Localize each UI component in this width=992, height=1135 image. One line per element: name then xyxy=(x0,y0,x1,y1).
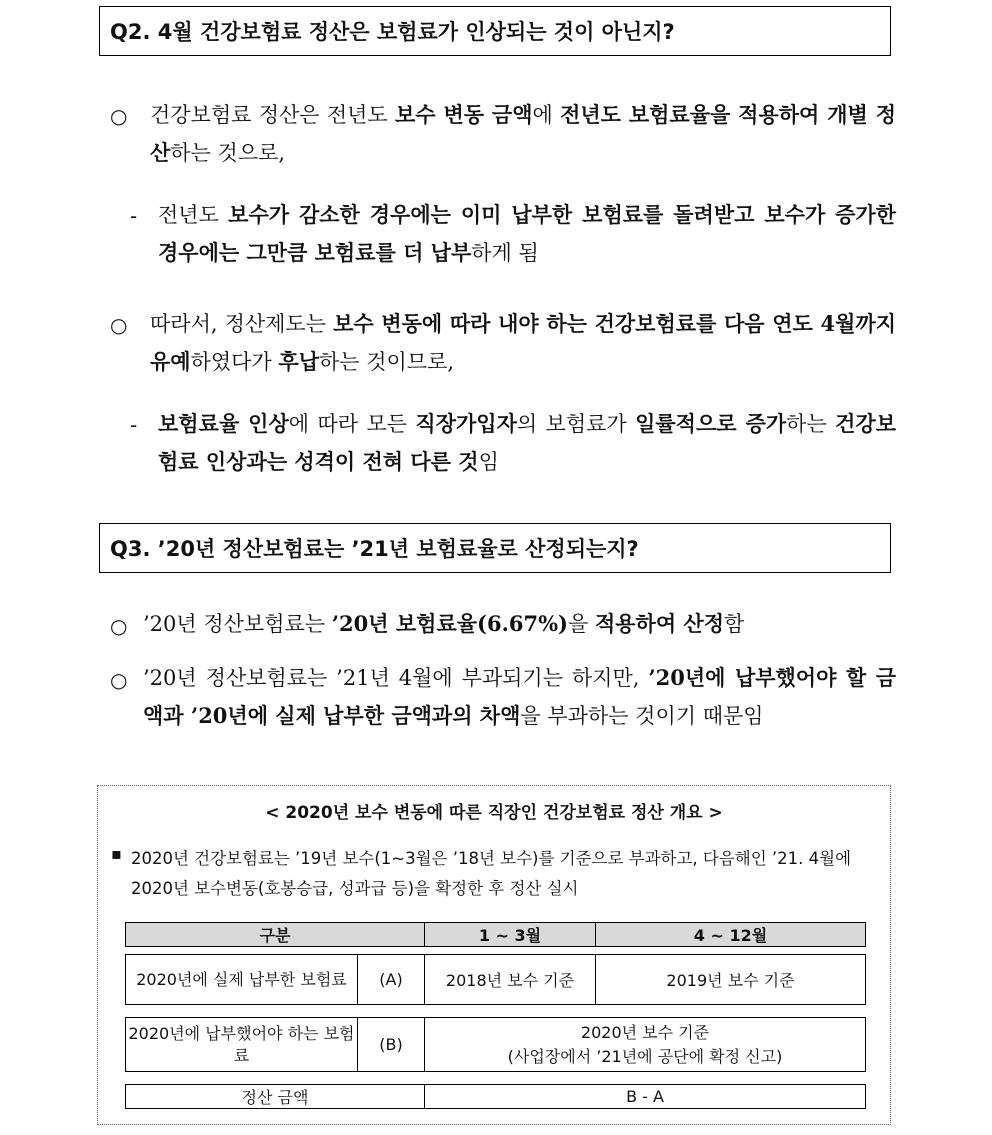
dash-bullet-icon: - xyxy=(130,204,138,228)
header-category: 구분 xyxy=(126,923,425,947)
q3-title: Q3. ’20년 정산보험료는 ’21년 보험료율로 산정되는지? xyxy=(110,537,639,561)
summary-table-header xyxy=(125,922,866,947)
summary-table-row-b xyxy=(125,1017,866,1072)
summary-table-row-a xyxy=(125,954,866,1005)
circle-bullet-icon: ○ xyxy=(110,668,128,692)
row-b-code: (B) xyxy=(358,1018,425,1072)
summary-box xyxy=(97,785,891,1125)
header-apr-dec: 4 ~ 12월 xyxy=(596,923,866,947)
square-bullet-icon: ▪ xyxy=(111,844,122,863)
row-b-label: 2020년에 납부했어야 하는 보험료 xyxy=(126,1018,358,1072)
q2-paragraph-1: 건강보험료 정산은 전년도 보수 변동 금액에 전년도 보험료율을 적용하여 개별 정산하는 것으로, xyxy=(150,102,896,165)
circle-bullet-icon: ○ xyxy=(110,104,128,128)
q3-paragraph-1: ’20년 정산보험료는 ’20년 보험료율(6.67%)을 적용하여 산정함 xyxy=(143,611,745,636)
row-b-value-line2: (사업장에서 ’21년에 공단에 확정 신고) xyxy=(507,1046,783,1066)
header-jan-mar: 1 ~ 3월 xyxy=(425,923,596,947)
row-a-apr-dec: 2019년 보수 기준 xyxy=(596,955,866,1005)
row-c-value: B - A xyxy=(425,1085,866,1109)
circle-bullet-icon: ○ xyxy=(110,313,128,337)
dash-bullet-icon: - xyxy=(130,413,138,437)
row-b-value xyxy=(425,1018,866,1072)
q3-title-box xyxy=(99,523,891,573)
q2-title-box xyxy=(99,6,891,56)
summary-table-row-c xyxy=(125,1084,866,1109)
q2-paragraph-2: 따라서, 정산제도는 보수 변동에 따라 내야 하는 건강보험료를 다음 연도 4월까지 유예하였다가 후납하는 것이므로, xyxy=(150,311,896,374)
q2-paragraph-2-sub: 보험료율 인상에 따라 모든 직장가입자의 보험료가 일률적으로 증가하는 건강보험료 인상과는 성격이 전혀 다른 것임 xyxy=(158,411,896,474)
q3-paragraph-2: ’20년 정산보험료는 ’21년 4월에 부과되기는 하지만, ’20년에 납부했어야 할 금액과 ’20년에 실제 납부한 금액과의 차액을 부과하는 것이기 때문임 xyxy=(143,665,896,728)
summary-title: < 2020년 보수 변동에 따른 직장인 건강보험료 정산 개요 > xyxy=(265,803,723,823)
row-b-value-line1: 2020년 보수 기준 xyxy=(580,1022,710,1042)
q2-title: Q2. 4월 건강보험료 정산은 보험료가 인상되는 것이 아닌지? xyxy=(110,20,675,44)
q2-paragraph-1-sub: 전년도 보수가 감소한 경우에는 이미 납부한 보험료를 돌려받고 보수가 증가한 경우에는 그만큼 보험료를 더 납부하게 됨 xyxy=(158,202,896,265)
summary-text: 2020년 건강보험료는 ’19년 보수(1~3월은 ’18년 보수)를 기준으로 부과하고, 다음해인 ’21. 4월에 2020년 보수변동(호봉승급, 성과급 등)을 확정한 후 정산 실시 xyxy=(131,849,852,898)
row-a-label: 2020년에 실제 납부한 보험료 xyxy=(126,955,358,1005)
row-c-label: 정산 금액 xyxy=(126,1085,425,1109)
circle-bullet-icon: ○ xyxy=(110,614,128,638)
row-a-code: (A) xyxy=(358,955,425,1005)
row-a-jan-mar: 2018년 보수 기준 xyxy=(425,955,596,1005)
